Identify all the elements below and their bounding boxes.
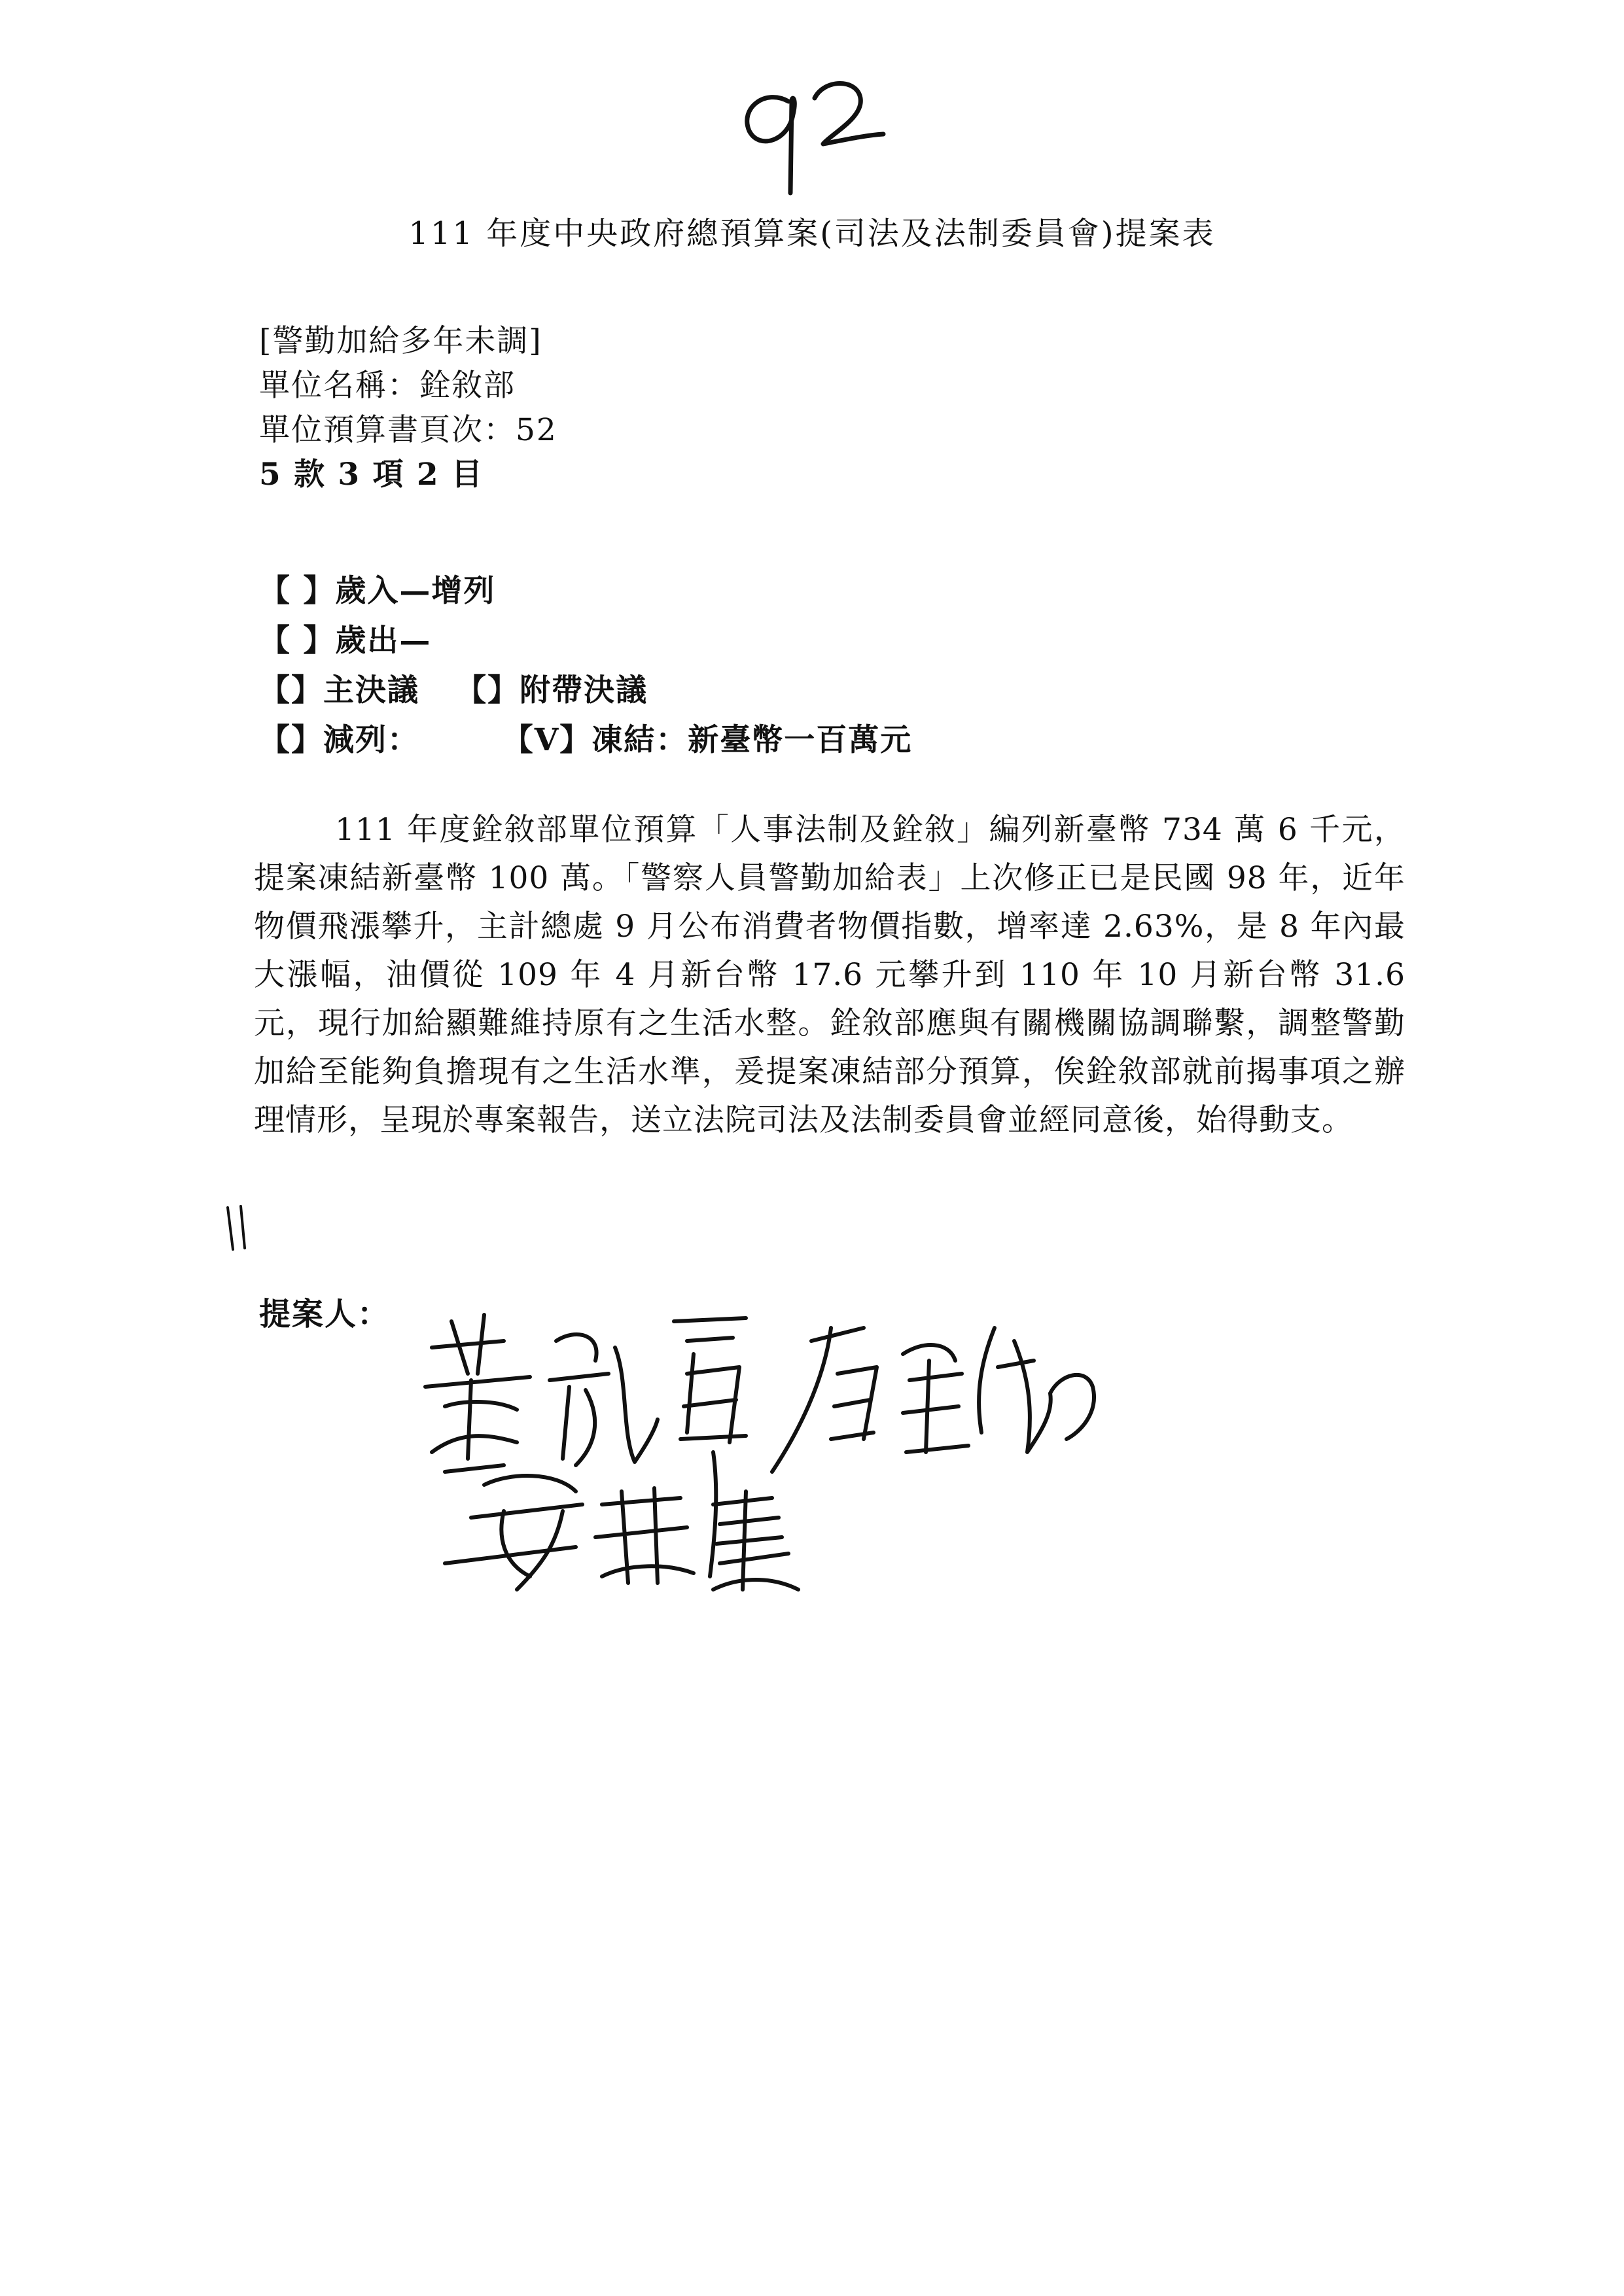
handwritten-page-number-glyphs	[726, 62, 896, 232]
budget-item: 5 款 3 項 2 目	[259, 457, 484, 493]
proposer-label: 提案人：	[259, 1296, 391, 1332]
option-resolutions	[259, 666, 912, 716]
proposal-body: 111 年度銓敘部單位預算「人事法制及銓敘」編列新臺幣 734 萬 6 千元，提案凍結新臺幣 100 萬。「警察人員警勤加給表」上次修正已是民國 98 年，近年物價飛漲攀升，主計總處 9 月公布消費者物價指數，增率達 2.63%，是 8 年內最大漲幅，油價從 109 年 4 月新台幣 17.6 元攀升到 110 年 10 月新台幣 31.6 元，現行加給顯難維持原有之生活水整。銓敘部應與有關機關協調聯繫，調整警勤加給至能夠負擔現有之生活水準，爰提案凍結部分預算，俟銓敘部就前揭事項之辦理情形，呈現於專案報告，送立法院司法及法制委員會並經同意後，始得動支。	[254, 812, 1405, 1138]
budget-page: 單位預算書頁次：52	[259, 412, 557, 448]
option-revenue: 【 】歲入—增列	[259, 573, 496, 609]
page-title: 111 年度中央政府總預算案(司法及法制委員會)提案表	[408, 215, 1216, 252]
option-freeze: 【V】凍結：新臺幣一百萬元	[502, 722, 913, 758]
topic: [警勤加給多年未調]	[259, 323, 542, 359]
proposal-meta	[259, 319, 557, 497]
option-supplementary-resolution: 【】附帶決議	[455, 672, 648, 708]
handwritten-page-number	[726, 62, 896, 232]
margin-tick-mark	[221, 1202, 260, 1255]
option-amounts	[259, 716, 912, 765]
unit-name: 單位名稱：銓敘部	[259, 368, 516, 404]
option-main-resolution: 【】主決議	[259, 672, 419, 708]
handwritten-signatures	[406, 1302, 1178, 1668]
proposal-options	[259, 566, 912, 765]
option-reduction: 【】減列：	[259, 722, 419, 758]
signatures-drawing	[406, 1302, 1178, 1668]
option-expenditure: 【 】歲出—	[259, 623, 432, 659]
